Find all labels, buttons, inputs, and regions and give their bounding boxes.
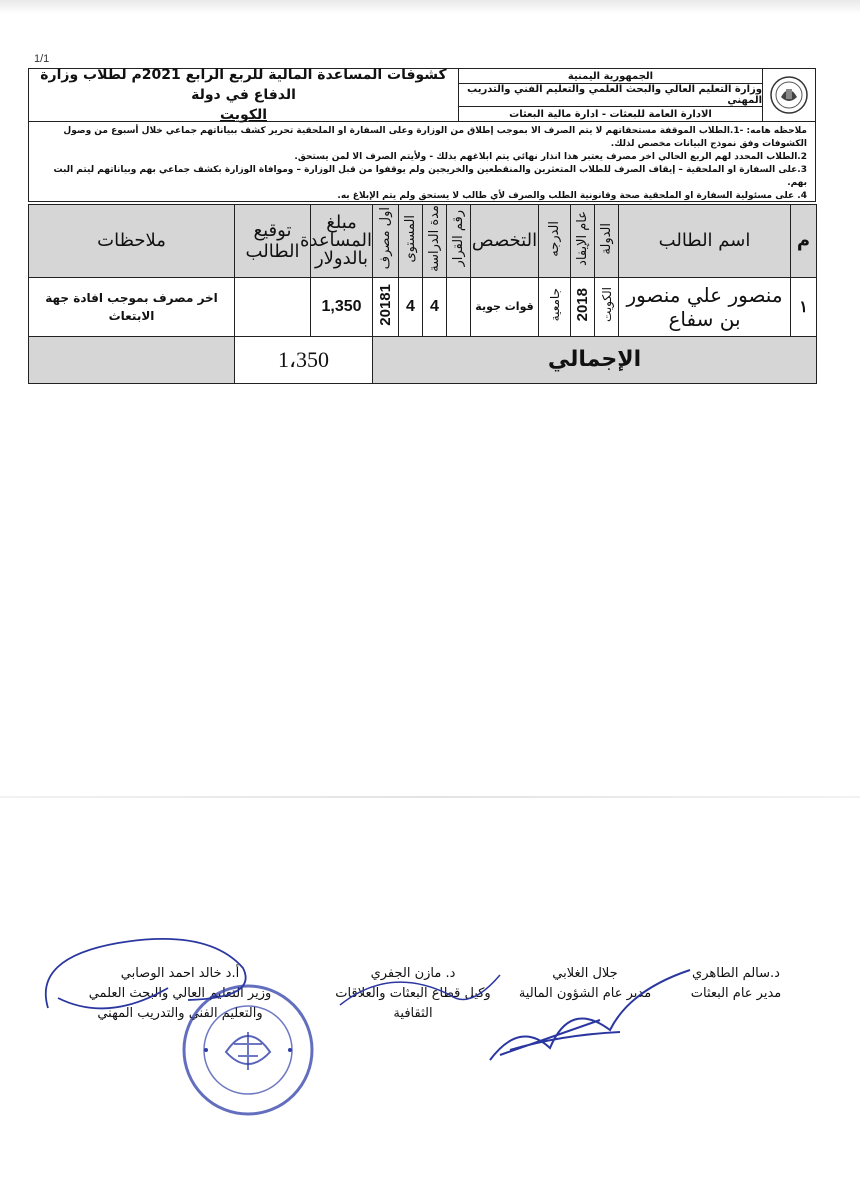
report-title <box>29 69 459 121</box>
header-serial: م <box>791 205 817 278</box>
page-number: 1/1 <box>34 53 50 65</box>
document-header <box>28 68 816 122</box>
org-country: الجمهورية اليمنية <box>459 69 762 84</box>
important-notes <box>28 122 816 202</box>
signer-title: وكيل قطاع البعثات والعلاقات الثقافية <box>335 986 491 1021</box>
note-item: 3.على السفارة او الملحقية – إيقاف الصرف للطلاب المتعثرين والمنقطعين والخريجين ولم يوقفوا من قبل الوزارة – وموافاة الوزارة بكشف جماعي بهم وبياناتهم ليتم البت بهم. <box>53 165 807 188</box>
signer-title: مدير عام الشؤون المالية <box>518 986 652 1001</box>
cell-level: 4 <box>399 277 423 336</box>
header-duration: مدة الدراسة <box>423 205 447 278</box>
ministry-emblem-icon <box>769 75 809 115</box>
header-signature: توقيع الطالب <box>235 205 311 278</box>
cell-remarks: اخر مصرف بموجب افادة جهة الابتعاث <box>29 277 235 336</box>
logo-box <box>762 69 815 121</box>
top-shadow <box>0 0 860 14</box>
total-row <box>29 336 817 383</box>
report-title-line: كشوفات المساعدة المالية للربع الرابع 2021م لطلاب وزارة الدفاع في دولة <box>40 67 447 103</box>
org-ministry: وزارة التعليم العالي والبحث العلمي والتعليم الفني والتدريب المهني <box>459 84 762 107</box>
cell-decision <box>447 277 471 336</box>
signer-name: د. مازن الجفري <box>370 966 456 981</box>
header-amount-line1: مبلغ المساعدة <box>299 211 372 251</box>
cell-major: قوات جوية <box>471 277 539 336</box>
cell-name: منصور علي منصور بن سفاع <box>619 277 791 336</box>
signer-name: د.سالم الطاهري <box>692 966 780 981</box>
header-decision: رقم القرار <box>447 205 471 278</box>
total-value: 1،350 <box>235 336 373 383</box>
total-empty <box>29 336 235 383</box>
signer-name: أ.د خالد احمد الوصابي <box>120 966 240 981</box>
header-first-pay: اول مصرف <box>373 205 399 278</box>
signer-name: جلال الغلابي <box>552 966 618 981</box>
report-title-country: الكويت <box>219 107 268 123</box>
total-label: الإجمالي <box>373 336 817 383</box>
fold-line <box>0 796 860 798</box>
header-major: التخصص <box>471 205 539 278</box>
header-name: اسم الطالب <box>619 205 791 278</box>
note-item: 2.الطلاب المحدد لهم الربع الحالي اخر مصرف يعتبر هذا انذار نهائي يتم ابلاغهم بذلك - ولأيتم الصرف الا لمن يستحق. <box>294 152 807 162</box>
note-item: ملاحظه هامه: -1.الطلاب الموقفة مستحقاتهم لا يتم الصرف الا بموجب إطلاق من الوزارة وعلى السفارة او الملحقية تحرير كشف ببياناتهم جماعي خلال أسبوع من وصول الكشوفات وفق نموذج البيانات مخصص لذلك. <box>63 126 807 149</box>
organization-lines <box>459 69 762 121</box>
organization-block <box>459 69 815 121</box>
cell-first-pay: 20181 <box>373 277 399 336</box>
header-year: عام الإيفاد <box>571 205 595 278</box>
header-degree: الدرجه <box>539 205 571 278</box>
cell-country: الكويت <box>595 277 619 336</box>
cell-amount: 1,350 <box>311 277 373 336</box>
cell-year: 2018 <box>571 277 595 336</box>
header-remarks: ملاحظات <box>29 205 235 278</box>
cell-duration: 4 <box>423 277 447 336</box>
signature-scribble-icon <box>330 955 510 1025</box>
signature-scribble-icon <box>28 928 258 1038</box>
header-amount <box>299 205 373 278</box>
signature-scribble-icon <box>480 960 700 1070</box>
header-level: المستوى <box>399 205 423 278</box>
note-item: 4. على مسئولية السفارة او الملحقية صحة وقانونية الطلب والصرف لأي طالب لا يستحق ولم يتم الإبلاغ به. <box>337 191 807 201</box>
cell-degree: جامعية <box>539 277 571 336</box>
table-row <box>29 277 817 336</box>
table-header-row <box>29 205 817 278</box>
header-amount-line2: بالدولار <box>314 247 369 269</box>
signer-title: وزير التعليم العالي والبحث العلمي والتعليم الفني والتدريب المهني <box>88 986 272 1021</box>
header-country: الدولة <box>595 205 619 278</box>
cell-serial: ١ <box>791 277 817 336</box>
org-department: الادارة العامة للبعثات - ادارة مالية البعثات <box>509 108 712 120</box>
students-table <box>28 204 817 384</box>
signer-title: مدير عام البعثات <box>690 986 782 1001</box>
cell-signature <box>235 277 311 336</box>
